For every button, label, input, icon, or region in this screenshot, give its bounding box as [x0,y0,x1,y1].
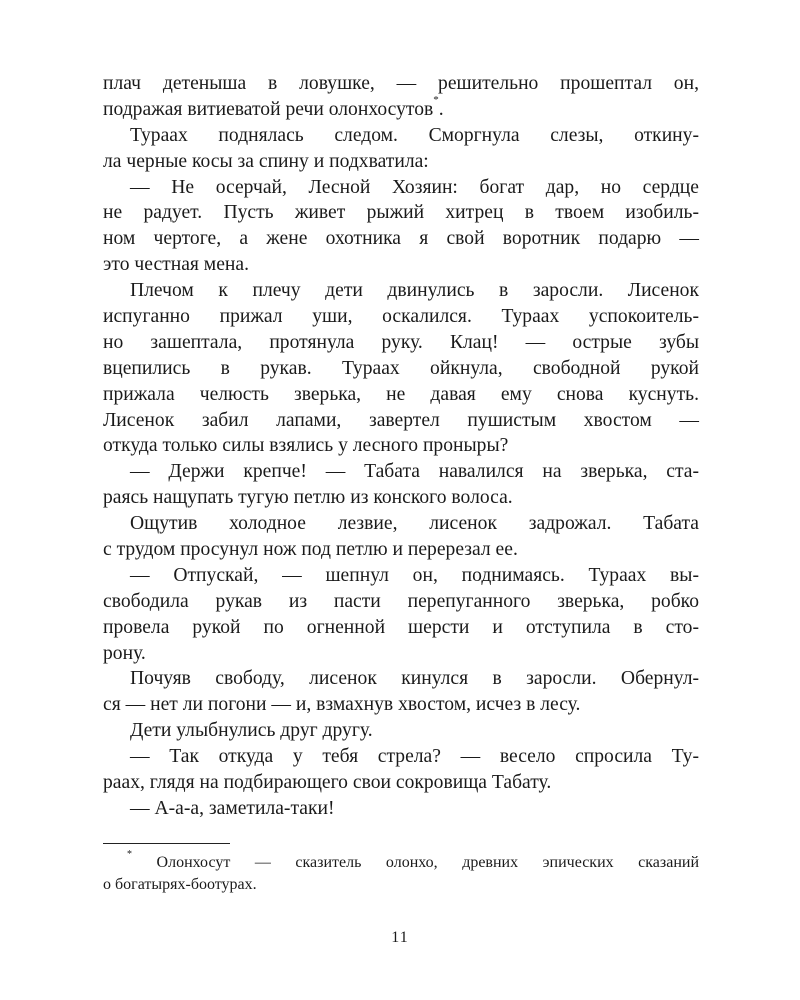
text-line [103,93,699,123]
text-line: Ощутив холодное лезвие, лисенок задрожал. Табата [130,513,699,535]
text-line: не радует. Пусть живет рыжий хитрец в твоем изобиль- [103,202,699,224]
text-line: Почуяв свободу, лисенок кинулся в заросли. Обернул- [130,668,699,690]
footnote-mark: * [127,849,132,860]
text-line: рону. [103,642,146,664]
text-line: с трудом просунул нож под петлю и перерезал ее. [103,539,518,561]
footnote-line [103,849,700,874]
text-line: испуганно прижал уши, оскалился. Тураах успокоитель- [103,306,699,328]
text-line: свободила рукав из пасти перепуганного зверька, робко [103,590,699,612]
page-number: 11 [391,929,409,946]
text-line: — Отпускай, — шепнул он, поднимаясь. Тураах вы- [130,564,699,586]
footnote-text: Олонхосут — сказитель олонхо, древних эпических сказаний [156,854,700,871]
text-line: — А-а-а, заметила-таки! [130,797,335,819]
text-line: Лисенок забил лапами, завертел пушистым хвостом — [103,409,699,431]
text-line: Тураах поднялась следом. Сморгнула слезы, откину- [130,124,699,146]
text-line: — Так откуда у тебя стрела? — весело спросила Ту- [130,746,699,768]
text-line: раах, глядя на подбирающего свои сокровища Табату. [103,772,552,794]
text-line: ном чертоге, а жене охотника я свой воротник подарю — [103,228,699,250]
text-line: ся — нет ли погони — и, взмахнув хвостом, исчез в лесу. [103,694,581,716]
text-line: но зашептала, протянула руку. Клац! — острые зубы [103,331,699,353]
footnote-divider [103,843,230,844]
text-line: ла черные косы за спину и подхватила: [103,150,429,172]
text-line: откуда только силы взялись у лесного проныры? [103,435,509,457]
text-line: вцепились в рукав. Тураах ойкнула, свободной рукой [103,357,699,379]
text-span: . [438,98,444,120]
text-line: это честная мена. [103,254,249,276]
text-line: — Держи крепче! — Табата навалился на зверька, ста- [130,461,699,483]
text-line: прижала челюсть зверька, не давая ему снова куснуть. [103,383,699,405]
text-span: подражая витиеватой речи олонхосутов [103,98,434,120]
body-text [103,71,699,822]
text-line: раясь нащупать тугую петлю из конского волоса. [103,487,513,509]
footnote [103,849,700,896]
footnote-mark: * [433,93,439,106]
text-line: провела рукой по огненной шерсти и отступила в сто- [103,616,699,638]
text-line: Плечом к плечу дети двинулись в заросли. Лисенок [130,280,699,302]
text-line: плач детеныша в ловушке, — решительно прошептал он, [103,73,699,94]
text-line: — Не осерчай, Лесной Хозяин: богат дар, но сердце [130,176,699,198]
footnote-line: о богатырях-боотурах. [103,876,257,893]
text-line: Дети улыбнулись друг другу. [130,720,373,742]
